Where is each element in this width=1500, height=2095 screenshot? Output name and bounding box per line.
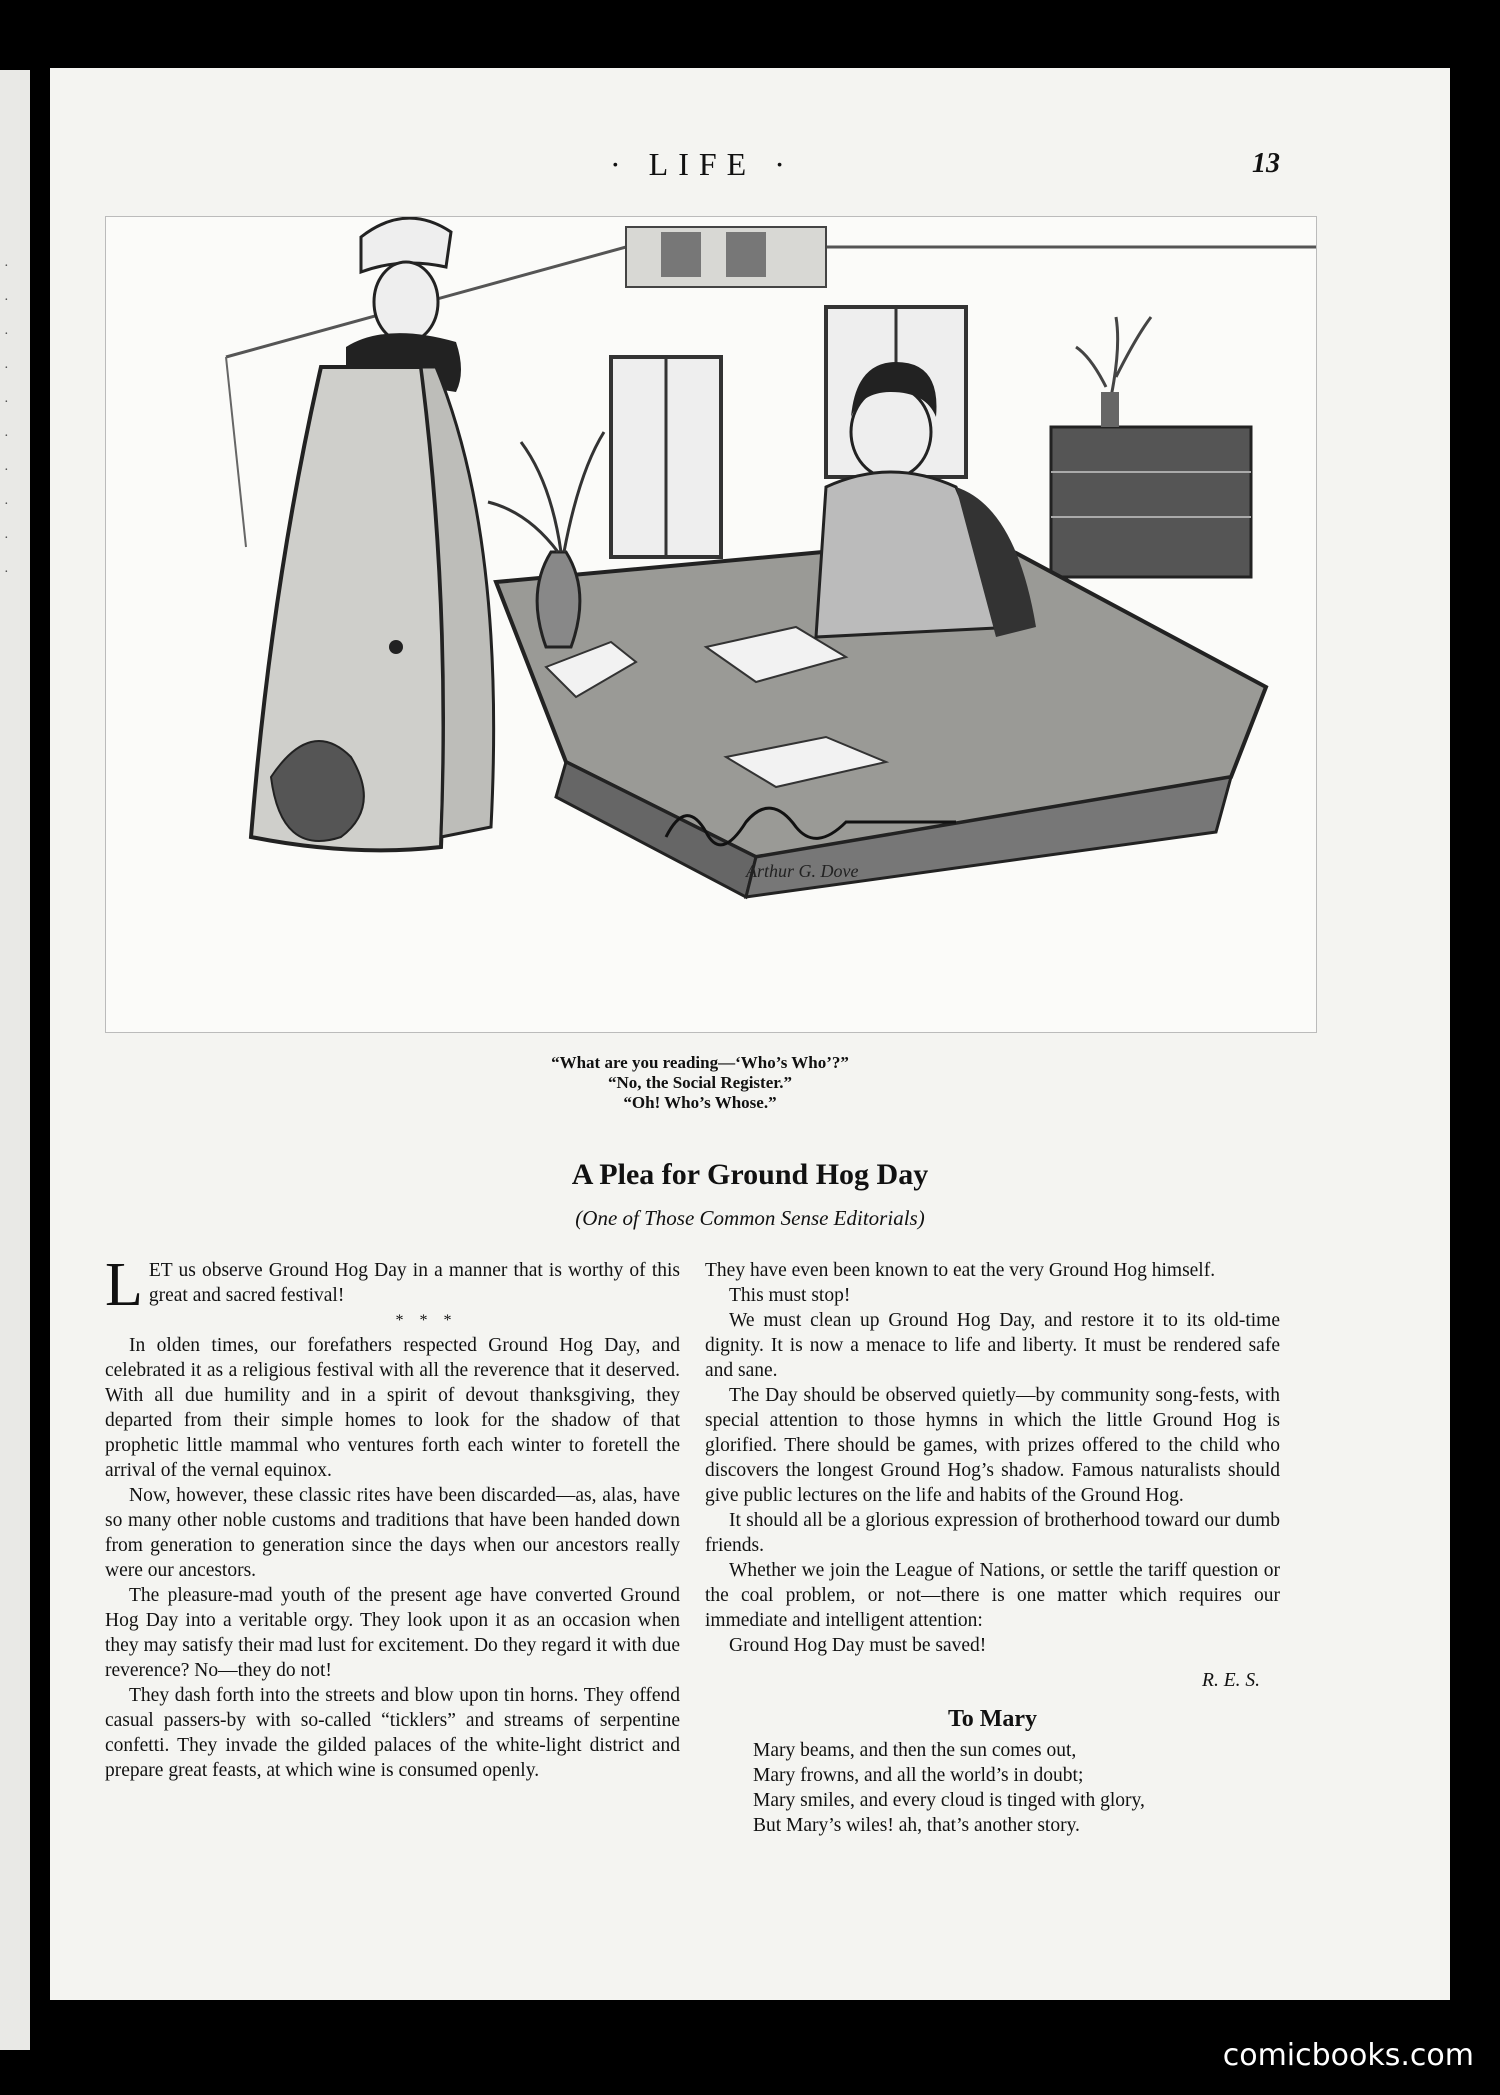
author-initials: R. E. S. — [1202, 1670, 1260, 1691]
caption-line: “Oh! Who’s Whose.” — [623, 1093, 777, 1112]
running-head: · LIFE · — [610, 146, 795, 182]
section-divider: * * * — [395, 1312, 458, 1329]
article-paragraph: It should all be a glorious expression of brotherhood toward our dumb friends. — [705, 1510, 1280, 1556]
article-paragraph: This must stop! — [729, 1285, 851, 1306]
article-paragraph: Now, however, these classic rites have been discarded—as, alas, have so many other noble customs and traditions that have been handed down from generation to generation since the days when our ancestors really were our ancestors. — [105, 1485, 680, 1581]
poem-line: Mary beams, and then the sun comes out, — [753, 1740, 1077, 1761]
article-column-left — [105, 1251, 680, 1783]
intro-text: ET us observe Ground Hog Day in a manner that is worthy of this great and sacred festival! — [148, 1260, 680, 1306]
article-paragraph: In olden times, our forefathers respected Ground Hog Day, and celebrated it as a religious festival with all the reverence that it deserved. With all due humility and in a spirit of devout thanksgiving, they departed from their simple homes to look for the shadow of that prophetic little mammal who ventures forth each winter to foretell the arrival of the vernal equinox. — [105, 1335, 680, 1481]
caption-line: “No, the Social Register.” — [608, 1073, 792, 1092]
site-watermark: comicbooks.com — [1222, 2038, 1474, 2073]
article-paragraph: Whether we join the League of Nations, or settle the tariff question or the coal problem, or not—there is one matter which requires our immediate and intelligent attention: — [705, 1560, 1280, 1631]
poem-line: Mary frowns, and all the world’s in doubt; — [753, 1765, 1084, 1786]
article-paragraph: They dash forth into the streets and blow upon tin horns. They offend casual passers-by with so-called “ticklers” and streams of serpentine confetti. They invade the gilded palaces of the white-light district and prepare great feasts, at which wine is consumed openly. — [105, 1685, 680, 1781]
facing-page-edge — [0, 70, 30, 2050]
article-subtitle: (One of Those Common Sense Editorials) — [575, 1206, 925, 1230]
article-paragraph: The Day should be observed quietly—by community song-fests, with special attention to those hymns in which the little Ground Hog is glorified. There should be games, with prizes offered to the child who discovers the longest Ground Hog’s shadow. Famous naturalists should give public lectures on the life and habits of the Ground Hog. — [705, 1385, 1280, 1506]
article-title: A Plea for Ground Hog Day — [571, 1158, 929, 1191]
article-paragraph: We must clean up Ground Hog Day, and restore it to its old-time dignity. It is now a menace to life and liberty. It must be rendered safe and sane. — [705, 1310, 1280, 1381]
article-paragraph-continued: They have even been known to eat the very Ground Hog himself. — [705, 1260, 1216, 1281]
poem-title: To Mary — [947, 1706, 1038, 1732]
article-column-right — [705, 1258, 1280, 1838]
article-paragraph: Ground Hog Day must be saved! — [729, 1635, 987, 1656]
drop-cap: L — [105, 1251, 143, 1319]
artist-signature: Arthur G. Dove — [746, 861, 859, 881]
cartoon-illustration — [105, 216, 1317, 1033]
facing-page-marks: · · · · · · · · · · — [4, 259, 9, 580]
article-paragraph: The pleasure-mad youth of the present age have converted Ground Hog Day into a veritable orgy. They look upon it as an occasion when they may satisfy their mad lust for excitement. Do they regard it with due reverence? No—they do not! — [105, 1585, 680, 1681]
caption-line: “What are you reading—‘Who’s Who’?” — [551, 1053, 849, 1072]
article-intro — [105, 1251, 680, 1319]
poem-line: But Mary’s wiles! ah, that’s another story. — [753, 1815, 1080, 1836]
cartoon-caption — [350, 1053, 1050, 1113]
magazine-page — [50, 68, 1450, 2000]
page-number: 13 — [1252, 148, 1280, 179]
cartoon-drawing — [106, 217, 1316, 1032]
poem-line: Mary smiles, and every cloud is tinged with glory, — [753, 1790, 1145, 1811]
